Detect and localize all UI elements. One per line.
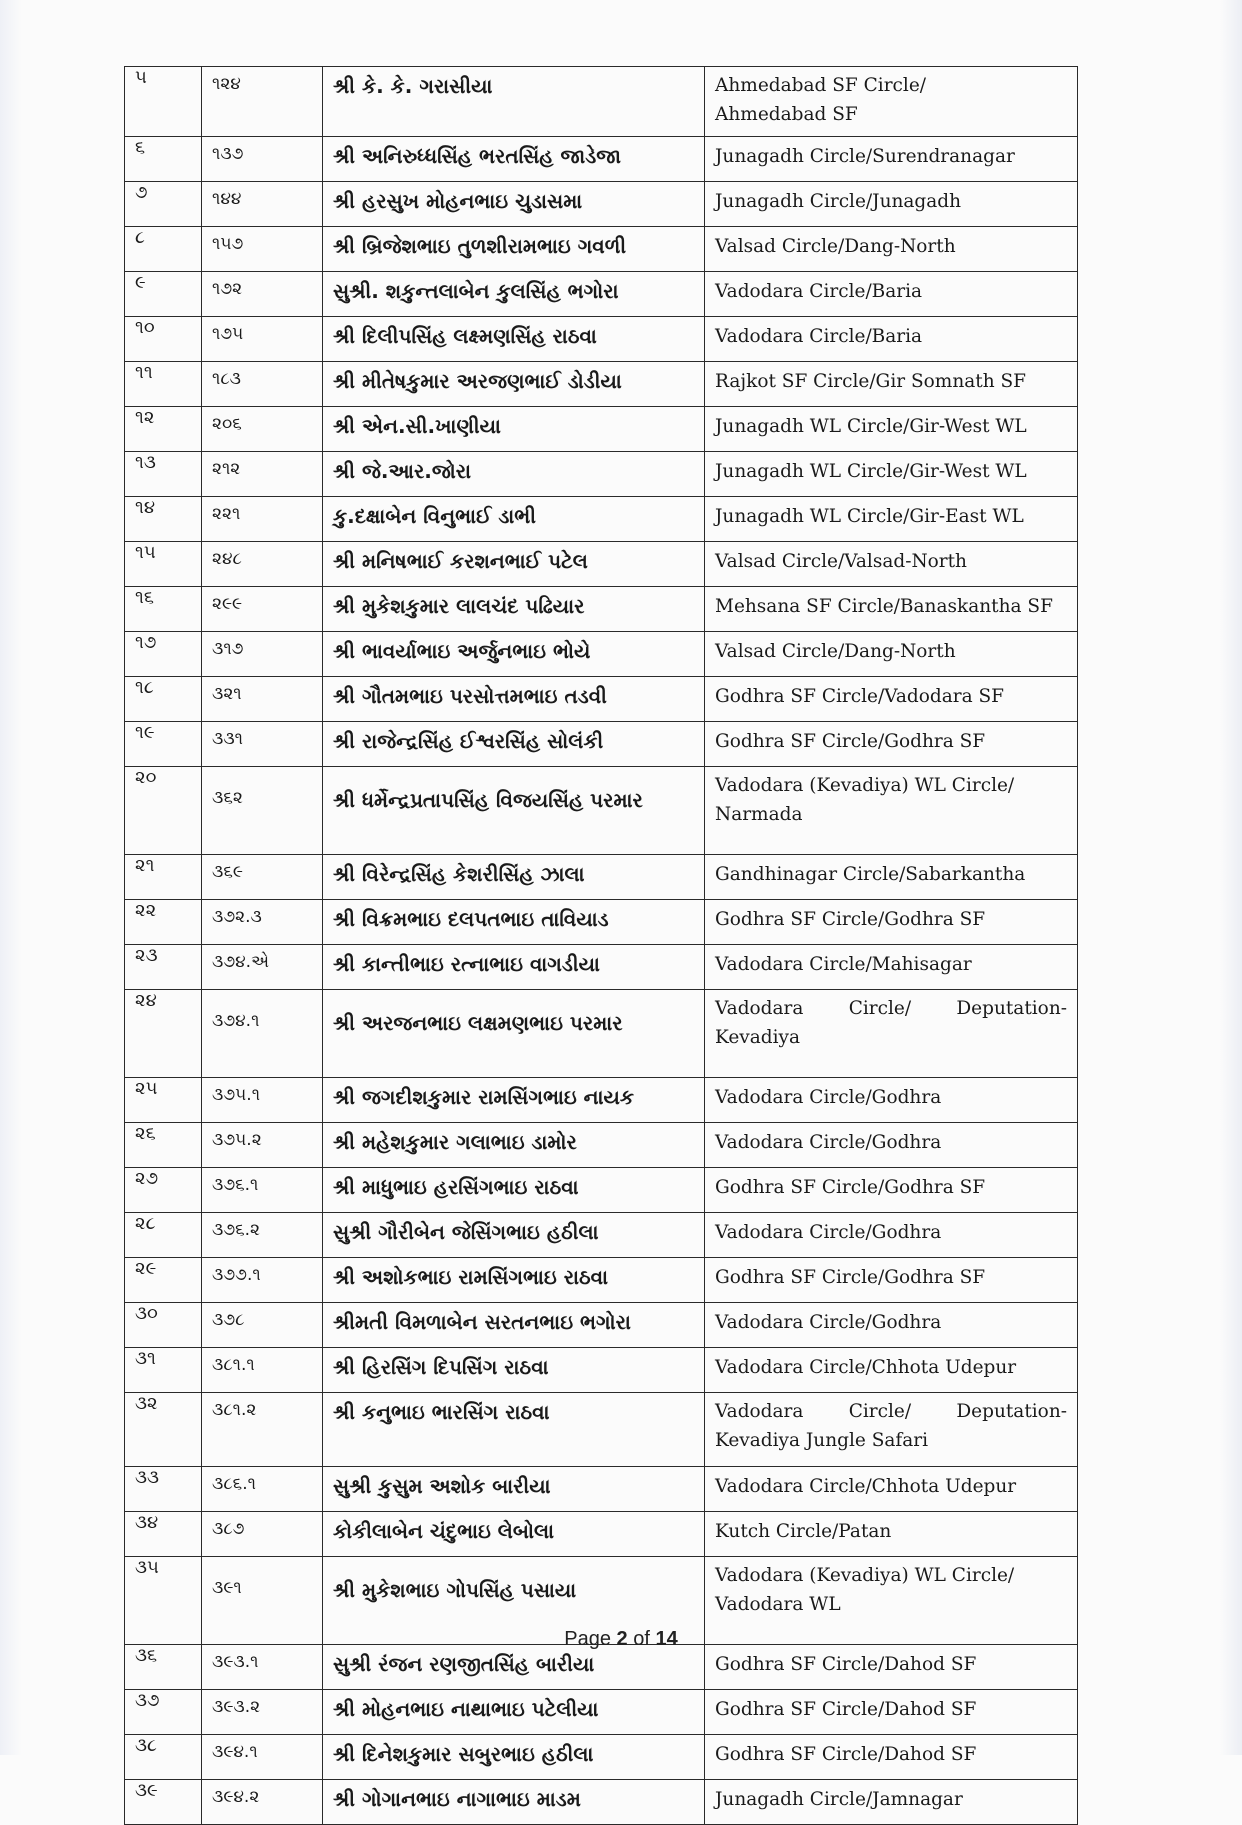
office-line: Godhra SF Circle/Godhra SF — [715, 909, 986, 930]
officer-name-cell: શ્રી મુકેશભાઇ ગોપસિંહ પસાયા — [323, 1557, 705, 1645]
code-cell: ૩૯૩.૧ — [202, 1645, 323, 1690]
office-cell — [705, 1168, 1078, 1213]
officer-name-cell: શ્રી હિરસિંગ દિપસિંગ રાઠવા — [323, 1348, 705, 1393]
office-line: Godhra SF Circle/Godhra SF — [715, 731, 986, 752]
office-line: Ahmedabad SF Circle/ — [715, 75, 926, 96]
office-line: Narmada — [715, 804, 803, 825]
office-line: Godhra SF Circle/Dahod SF — [715, 1654, 977, 1675]
code-cell: ૧૨૪ — [202, 67, 323, 137]
officer-name-cell: શ્રી વિરેન્દ્રસિંહ કેશરીસિંહ ઝાલા — [323, 855, 705, 900]
code-cell: ૩૯૪.૨ — [202, 1780, 323, 1825]
office-line: Vadodara Circle/Baria — [715, 326, 923, 347]
office-line: Valsad Circle/Dang-North — [715, 236, 956, 257]
table-row — [125, 1512, 1078, 1557]
table-row — [125, 182, 1078, 227]
table-row — [125, 1780, 1078, 1825]
table-row — [125, 227, 1078, 272]
office-line: Godhra SF Circle/Vadodara SF — [715, 686, 1004, 707]
table-row — [125, 632, 1078, 677]
officer-name-cell: શ્રી મહેશકુમાર ગલાભાઇ ડામોર — [323, 1123, 705, 1168]
officer-name-cell: સુશ્રી ગૌરીબેન જેસિંગભાઇ હઠીલા — [323, 1213, 705, 1258]
code-cell: ૨૦૬ — [202, 407, 323, 452]
table-row — [125, 362, 1078, 407]
serial-number-cell: ૩૨ — [125, 1393, 202, 1467]
table-row — [125, 1467, 1078, 1512]
officer-name-cell: શ્રી અનિરુધ્ધસિંહ ભરતસિંહ જાડેજા — [323, 137, 705, 182]
officer-name-cell: શ્રી બ્રિજેશભાઇ તુળશીરામભાઇ ગવળી — [323, 227, 705, 272]
office-line: Kutch Circle/Patan — [715, 1521, 892, 1542]
office-line: Vadodara Circle/Chhota Udepur — [715, 1357, 1017, 1378]
code-cell: ૩૮૬.૧ — [202, 1467, 323, 1512]
table-row — [125, 677, 1078, 722]
office-line: Mehsana SF Circle/Banaskantha SF — [715, 596, 1053, 617]
officer-name-cell: કુ.દક્ષાબેન વિનુભાઈ ડાભી — [323, 497, 705, 542]
table-row — [125, 722, 1078, 767]
footer-total-pages: 14 — [655, 1628, 678, 1650]
serial-number-cell: ૭ — [125, 182, 202, 227]
officer-name-cell: શ્રી કે. કે. ગરાસીયા — [323, 67, 705, 137]
serial-number-cell: ૧૨ — [125, 407, 202, 452]
serial-number-cell: ૨૪ — [125, 990, 202, 1078]
serial-number-cell: ૩૭ — [125, 1690, 202, 1735]
office-line: Vadodara Circle/ Deputation- — [715, 998, 1067, 1019]
office-cell — [705, 945, 1078, 990]
footer-prefix: Page — [564, 1628, 617, 1650]
office-line: Vadodara Circle/Godhra — [715, 1132, 942, 1153]
office-cell — [705, 1348, 1078, 1393]
office-cell — [705, 67, 1078, 137]
office-cell — [705, 497, 1078, 542]
office-cell — [705, 990, 1078, 1078]
serial-number-cell: ૧૫ — [125, 542, 202, 587]
office-line: Vadodara Circle/Godhra — [715, 1312, 942, 1333]
serial-number-cell: ૨૬ — [125, 1123, 202, 1168]
serial-number-cell: ૨૧ — [125, 855, 202, 900]
officer-name-cell: શ્રી એન.સી.ખાણીયા — [323, 407, 705, 452]
officer-name-cell: શ્રી જે.આર.જોરા — [323, 452, 705, 497]
code-cell: ૩૬૯ — [202, 855, 323, 900]
office-line: Gandhinagar Circle/Sabarkantha — [715, 864, 1026, 885]
table-row — [125, 1645, 1078, 1690]
office-line: Vadodara Circle/Mahisagar — [715, 954, 972, 975]
table-row — [125, 137, 1078, 182]
table-row — [125, 1393, 1078, 1467]
office-cell — [705, 1735, 1078, 1780]
code-cell: ૩૯૪.૧ — [202, 1735, 323, 1780]
office-line: Junagadh Circle/Jamnagar — [715, 1789, 963, 1810]
code-cell: ૩૯૧ — [202, 1557, 323, 1645]
code-cell: ૩૭૪.એ — [202, 945, 323, 990]
officer-name-cell: શ્રી દિલીપસિંહ લક્ષ્મણસિંહ રાઠવા — [323, 317, 705, 362]
office-line: Vadodara Circle/Godhra — [715, 1087, 942, 1108]
serial-number-cell: ૩૬ — [125, 1645, 202, 1690]
table-row — [125, 452, 1078, 497]
officer-name-cell: શ્રી ધર્મેન્દ્રપ્રતાપસિંહ વિજયસિંહ પરમાર — [323, 767, 705, 855]
office-line: Kevadiya Jungle Safari — [715, 1430, 929, 1451]
table-row — [125, 767, 1078, 855]
serial-number-cell: ૮ — [125, 227, 202, 272]
code-cell: ૨૨૧ — [202, 497, 323, 542]
officer-name-cell: શ્રી હરસુખ મોહનભાઇ ચુડાસમા — [323, 182, 705, 227]
footer-current-page: 2 — [616, 1628, 628, 1650]
table-row — [125, 272, 1078, 317]
code-cell: ૩૨૧ — [202, 677, 323, 722]
office-cell — [705, 1393, 1078, 1467]
table-row — [125, 1303, 1078, 1348]
office-cell — [705, 227, 1078, 272]
office-line: Godhra SF Circle/Godhra SF — [715, 1177, 986, 1198]
office-line: Junagadh WL Circle/Gir-East WL — [715, 506, 1024, 527]
office-cell — [705, 317, 1078, 362]
page-footer — [0, 1628, 1242, 1651]
office-cell — [705, 900, 1078, 945]
footer-middle: of — [627, 1628, 656, 1650]
serial-number-cell: ૨૫ — [125, 1078, 202, 1123]
code-cell: ૩૮૭ — [202, 1512, 323, 1557]
office-line: Junagadh Circle/Junagadh — [715, 191, 962, 212]
table-row — [125, 1078, 1078, 1123]
officer-name-cell: સુશ્રી રંજન રણજીતસિંહ બારીયા — [323, 1645, 705, 1690]
table-row — [125, 1735, 1078, 1780]
code-cell: ૩૭૬.૧ — [202, 1168, 323, 1213]
serial-number-cell: ૧૭ — [125, 632, 202, 677]
code-cell: ૧૫૭ — [202, 227, 323, 272]
office-cell — [705, 722, 1078, 767]
table-row — [125, 317, 1078, 362]
table-row — [125, 67, 1078, 137]
officer-name-cell: શ્રીમતી વિમળાબેન સરતનભાઇ ભગોરા — [323, 1303, 705, 1348]
officer-name-cell: શ્રી જગદીશકુમાર રામસિંગભાઇ નાયક — [323, 1078, 705, 1123]
table-row — [125, 1168, 1078, 1213]
officer-name-cell: શ્રી કનુભાઇ ભારસિંગ રાઠવા — [323, 1393, 705, 1467]
office-line: Vadodara (Kevadiya) WL Circle/ — [715, 775, 1015, 796]
officer-name-cell: શ્રી મુકેશકુમાર લાલચંદ પઢિયાર — [323, 587, 705, 632]
serial-number-cell: ૧૩ — [125, 452, 202, 497]
officer-name-cell: શ્રી અશોકભાઇ રામસિંગભાઇ રાઠવા — [323, 1258, 705, 1303]
code-cell: ૩૭૬.૨ — [202, 1213, 323, 1258]
code-cell: ૧૪૪ — [202, 182, 323, 227]
code-cell: ૩૮૧.૨ — [202, 1393, 323, 1467]
office-cell — [705, 1780, 1078, 1825]
officer-name-cell: શ્રી ભાવર્યાભાઇ અર્જુનભાઇ ભોયે — [323, 632, 705, 677]
serial-number-cell: ૧૧ — [125, 362, 202, 407]
office-cell — [705, 632, 1078, 677]
officer-name-cell: કોકીલાબેન ચંદુભાઇ લેબોલા — [323, 1512, 705, 1557]
officer-name-cell: શ્રી ગૌતમભાઇ પરસોત્તમભાઇ તડવી — [323, 677, 705, 722]
code-cell: ૩૩૧ — [202, 722, 323, 767]
office-line: Godhra SF Circle/Dahod SF — [715, 1699, 977, 1720]
office-line: Vadodara WL — [715, 1594, 841, 1615]
code-cell: ૩૯૩.૨ — [202, 1690, 323, 1735]
serial-number-cell: ૩૯ — [125, 1780, 202, 1825]
office-cell — [705, 767, 1078, 855]
serial-number-cell: ૨૮ — [125, 1213, 202, 1258]
officer-table — [124, 66, 1078, 1825]
serial-number-cell: ૩૪ — [125, 1512, 202, 1557]
table-row — [125, 855, 1078, 900]
office-line: Godhra SF Circle/Godhra SF — [715, 1267, 986, 1288]
office-cell — [705, 272, 1078, 317]
office-line: Vadodara Circle/Baria — [715, 281, 923, 302]
code-cell: ૩૧૭ — [202, 632, 323, 677]
office-cell — [705, 137, 1078, 182]
code-cell: ૩૮૧.૧ — [202, 1348, 323, 1393]
office-cell — [705, 855, 1078, 900]
office-cell — [705, 1123, 1078, 1168]
office-cell — [705, 1213, 1078, 1258]
office-cell — [705, 1467, 1078, 1512]
serial-number-cell: ૯ — [125, 272, 202, 317]
serial-number-cell: ૩૩ — [125, 1467, 202, 1512]
office-cell — [705, 587, 1078, 632]
table-row — [125, 1258, 1078, 1303]
office-cell — [705, 407, 1078, 452]
table-row — [125, 945, 1078, 990]
code-cell: ૩૭૮ — [202, 1303, 323, 1348]
officer-name-cell: શ્રી મનિષભાઈ કરશનભાઈ પટેલ — [323, 542, 705, 587]
officer-name-cell: શ્રી અરજનભાઇ લક્ષમણભાઇ પરમાર — [323, 990, 705, 1078]
office-cell — [705, 677, 1078, 722]
serial-number-cell: ૬ — [125, 137, 202, 182]
code-cell: ૨૪૮ — [202, 542, 323, 587]
table-row — [125, 900, 1078, 945]
officer-table-body — [125, 67, 1078, 1825]
serial-number-cell: ૧૯ — [125, 722, 202, 767]
office-cell — [705, 1690, 1078, 1735]
office-cell — [705, 1258, 1078, 1303]
office-line: Vadodara Circle/Chhota Udepur — [715, 1476, 1017, 1497]
officer-name-cell: શ્રી દિનેશકુમાર સબુરભાઇ હઠીલા — [323, 1735, 705, 1780]
officer-name-cell: શ્રી વિક્રમભાઇ દલપતભાઇ તાવિયાડ — [323, 900, 705, 945]
office-line: Junagadh WL Circle/Gir-West WL — [715, 416, 1027, 437]
office-cell — [705, 362, 1078, 407]
table-row — [125, 1348, 1078, 1393]
code-cell: ૧૭૫ — [202, 317, 323, 362]
serial-number-cell: ૨૦ — [125, 767, 202, 855]
office-cell — [705, 452, 1078, 497]
serial-number-cell: ૨૨ — [125, 900, 202, 945]
officer-name-cell: શ્રી રાજેન્દ્રસિંહ ઈશ્વરસિંહ સોલંકી — [323, 722, 705, 767]
office-cell — [705, 1645, 1078, 1690]
office-cell — [705, 1078, 1078, 1123]
office-line: Junagadh WL Circle/Gir-West WL — [715, 461, 1027, 482]
office-cell — [705, 1512, 1078, 1557]
code-cell: ૩૭૨.૩ — [202, 900, 323, 945]
table-row — [125, 1123, 1078, 1168]
office-cell — [705, 182, 1078, 227]
office-line: Godhra SF Circle/Dahod SF — [715, 1744, 977, 1765]
office-line: Valsad Circle/Valsad-North — [715, 551, 967, 572]
serial-number-cell: ૨૭ — [125, 1168, 202, 1213]
code-cell: ૩૭૪.૧ — [202, 990, 323, 1078]
serial-number-cell: ૩૮ — [125, 1735, 202, 1780]
office-line: Vadodara (Kevadiya) WL Circle/ — [715, 1565, 1015, 1586]
officer-name-cell: સુશ્રી કુસુમ અશોક બારીયા — [323, 1467, 705, 1512]
table-row — [125, 1213, 1078, 1258]
serial-number-cell: ૧૪ — [125, 497, 202, 542]
officer-name-cell: શ્રી ગોગાનભાઇ નાગાભાઇ માડમ — [323, 1780, 705, 1825]
serial-number-cell: ૨૯ — [125, 1258, 202, 1303]
table-row — [125, 990, 1078, 1078]
code-cell: ૧૮૩ — [202, 362, 323, 407]
office-line: Vadodara Circle/Godhra — [715, 1222, 942, 1243]
table-row — [125, 1690, 1078, 1735]
code-cell: ૩૭૫.૧ — [202, 1078, 323, 1123]
serial-number-cell: ૨૩ — [125, 945, 202, 990]
code-cell: ૨૯૯ — [202, 587, 323, 632]
office-line: Junagadh Circle/Surendranagar — [715, 146, 1015, 167]
serial-number-cell: ૫ — [125, 67, 202, 137]
table-row — [125, 542, 1078, 587]
code-cell: ૧૭૨ — [202, 272, 323, 317]
serial-number-cell: ૩૦ — [125, 1303, 202, 1348]
code-cell: ૨૧૨ — [202, 452, 323, 497]
table-row — [125, 407, 1078, 452]
officer-name-cell: શ્રી મોહનભાઇ નાથાભાઇ પટેલીયા — [323, 1690, 705, 1735]
office-cell — [705, 1303, 1078, 1348]
serial-number-cell: ૧૮ — [125, 677, 202, 722]
table-row — [125, 497, 1078, 542]
office-cell — [705, 542, 1078, 587]
office-line: Rajkot SF Circle/Gir Somnath SF — [715, 371, 1027, 392]
code-cell: ૩૭૫.૨ — [202, 1123, 323, 1168]
office-line: Vadodara Circle/ Deputation- — [715, 1401, 1067, 1422]
serial-number-cell: ૧૬ — [125, 587, 202, 632]
officer-name-cell: શ્રી માધુભાઇ હરસિંગભાઇ રાઠવા — [323, 1168, 705, 1213]
office-line: Kevadiya — [715, 1027, 800, 1048]
officer-name-cell: શ્રી કાન્તીભાઇ રત્નાભાઇ વાગડીયા — [323, 945, 705, 990]
serial-number-cell: ૩૫ — [125, 1557, 202, 1645]
serial-number-cell: ૧૦ — [125, 317, 202, 362]
code-cell: ૩૭૭.૧ — [202, 1258, 323, 1303]
table-row — [125, 587, 1078, 632]
office-line: Ahmedabad SF — [715, 104, 858, 125]
office-line: Valsad Circle/Dang-North — [715, 641, 956, 662]
code-cell: ૧૩૭ — [202, 137, 323, 182]
serial-number-cell: ૩૧ — [125, 1348, 202, 1393]
officer-name-cell: શ્રી મીતેષકુમાર અરજણભાઈ ડોડીયા — [323, 362, 705, 407]
code-cell: ૩૬૨ — [202, 767, 323, 855]
officer-name-cell: સુશ્રી. શકુન્તલાબેન કુલસિંહ ભગોરા — [323, 272, 705, 317]
